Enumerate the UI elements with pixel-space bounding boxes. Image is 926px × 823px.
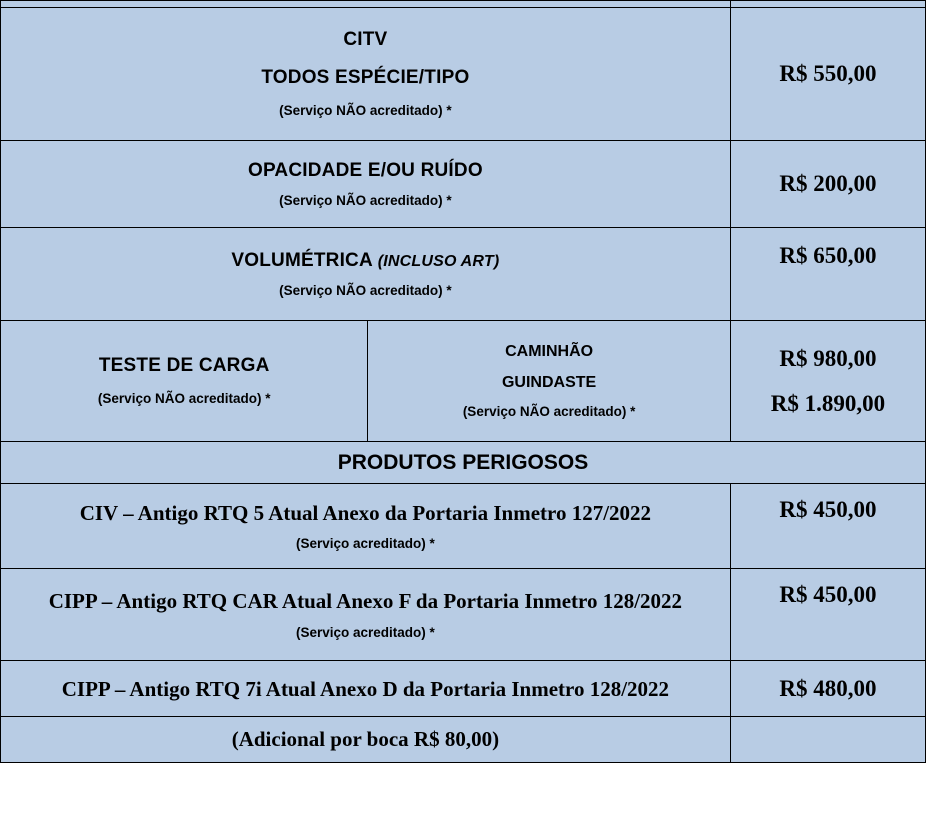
citv-title: CITV [343,29,388,51]
teste-carga-title: TESTE DE CARGA [98,355,270,377]
cipp-rtq7i-label-cell [1,661,731,717]
opacidade-label-cell [1,141,731,228]
opacidade-title: OPACIDADE E/OU RUÍDO [247,159,483,181]
cipp-rtq7i-price: R$ 480,00 [779,676,877,702]
top-strip-right [730,1,925,8]
adicional-price [731,734,925,746]
volumetrica-price-cell [730,228,925,321]
volumetrica-label-cell [1,228,731,321]
teste-carga-type-caminhao: CAMINHÃO [505,342,594,360]
citv-note: (Serviço NÃO acreditado) * [279,102,452,118]
civ-rtq5-title: CIV – Antigo RTQ 5 Atual Anexo da Portaria Inmetro 127/2022 [79,500,652,525]
table-row-top-strip [1,1,926,8]
cipp-rtqcar-price: R$ 450,00 [779,582,877,608]
volumetrica-title: VOLUMÉTRICA [231,249,378,271]
teste-carga-price-guindaste: R$ 1.890,00 [770,391,886,416]
table-row [1,569,926,661]
volumetrica-price: R$ 650,00 [779,243,877,268]
civ-rtq5-note: (Serviço acreditado) * [295,536,435,552]
top-strip-left [1,1,731,8]
citv-subtitle: TODOS ESPÉCIE/TIPO [261,67,470,89]
citv-label-cell [1,8,731,141]
adicional-price-cell [730,717,925,763]
cipp-rtq7i-price-cell [730,661,925,717]
teste-carga-type-cell [368,321,730,442]
cipp-rtqcar-label-cell [1,569,731,661]
table-row [1,484,926,569]
volumetrica-title-italic: (INCLUSO ART) [377,252,500,270]
teste-carga-price-caminhao: R$ 980,00 [779,345,877,371]
opacidade-price-cell [730,141,925,228]
table-row [1,8,926,141]
table-row [1,228,926,321]
volumetrica-note: (Serviço NÃO acreditado) * [279,282,452,298]
opacidade-price: R$ 200,00 [779,171,877,197]
civ-rtq5-label-cell [1,484,731,569]
teste-carga-note: (Serviço NÃO acreditado) * [97,391,271,407]
teste-carga-price-cell [730,321,925,442]
volumetrica-title-wrap [9,249,722,273]
section-produtos-perigosos-cell [1,442,926,484]
citv-price-cell [730,8,925,141]
cipp-rtqcar-title: CIPP – Antigo RTQ CAR Atual Anexo F da Portaria Inmetro 128/2022 [48,589,683,614]
table-row [1,321,926,442]
opacidade-note: (Serviço NÃO acreditado) * [279,192,452,208]
table-row-section-header [1,442,926,484]
cipp-rtq7i-title: CIPP – Antigo RTQ 7i Atual Anexo D da Portaria Inmetro 128/2022 [61,676,670,701]
section-produtos-perigosos-title: PRODUTOS PERIGOSOS [337,451,589,474]
cipp-rtqcar-price-cell [730,569,925,661]
teste-carga-type-note: (Serviço NÃO acreditado) * [462,403,636,419]
civ-rtq5-price: R$ 450,00 [779,497,877,523]
table-row [1,661,926,717]
teste-carga-label-cell [1,321,368,442]
table-row-footer [1,717,926,763]
teste-carga-type-guindaste: GUINDASTE [501,373,597,391]
table-row [1,141,926,228]
adicional-text: (Adicional por boca R$ 80,00) [231,727,500,752]
citv-price: R$ 550,00 [779,61,877,87]
civ-rtq5-price-cell [730,484,925,569]
cipp-rtqcar-note: (Serviço acreditado) * [295,624,435,640]
adicional-label-cell [1,717,731,763]
